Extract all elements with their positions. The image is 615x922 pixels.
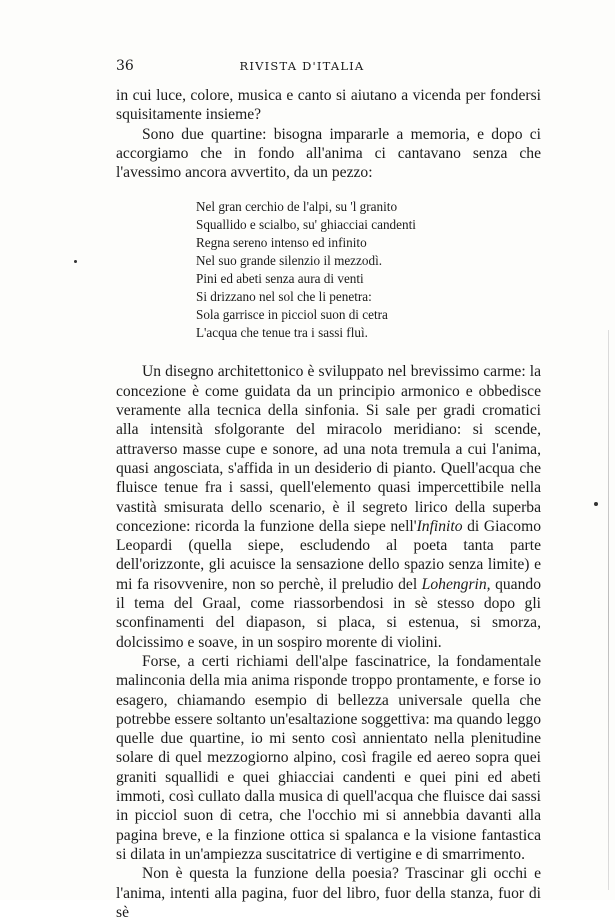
paragraph-4: Forse, a certi richiami dell'alpe fascinatrice, la fondamentale malinconia della mia anima risponde troppo prontamente, e forse io esagero, chiamando esempio di bellezza universale quella che potrebbe essere soltanto un'esaltazione soggettiva: ma quando leggo quelle due quartine, io mi sento così annientato nella plenitudine solare di quel mezzogiorno alpino, così fragile ed aereo sopra quei graniti squallidi e quei ghiacciai candenti e quei pini ed abeti immoti, così cullato dalla musica di quell'acqua che fluisce dai sassi in picciol suon di cetra, che l'occhio mi si annebbia davanti alla pagina breve, e la finzione ottica si spalanca e la visione fantastica si dilata in un'ampiezza suscitatrice di vertigine e di smarrimento. xyxy=(116,652,542,863)
paragraph-3-part-a: Un disegno architettonico è sviluppato nel brevissimo carme: la concezione è come guidata da un principio armonico e obbedisce veramente alla tecnica della sinfonia. Si sale per gradi cromatici alla intensità sfolgorante del miracolo meridiano: si scende, attraverso masse cupe e sonore, ad una nota tremula a cui l'anima, quasi angosciata, s'affida in un desiderio di pianto. Quell'acqua che fluisce tenue fra i sassi, quell'elemento quasi impercettibile nella vastità smisurata dello scenario, è il segreto lirico della superba concezione: ricorda la funzione della siepe nell' xyxy=(116,363,541,535)
verse-block xyxy=(196,198,541,342)
verse-line: Regna sereno intenso ed infinito xyxy=(196,235,367,251)
paragraph-5: Non è questa la funzione della poesia? Trascinar gli occhi e l'anima, intenti alla pagina, fuor del libro, fuor della stanza, fuor di sè xyxy=(116,865,541,921)
margin-speck xyxy=(74,260,77,263)
paragraph-3 xyxy=(116,362,541,651)
verse-line: Squallido e scialbo, su' ghiacciai candenti xyxy=(196,217,416,233)
verse-line: L'acqua che tenue tra i sassi fluì. xyxy=(196,325,368,341)
body-text xyxy=(116,86,541,922)
infinito-title: Infinito xyxy=(416,517,463,535)
page-header xyxy=(116,58,488,78)
paragraph-3-part-b: di Giacomo Leopardi (quella siepe, escludendo al poeta tanta parte dell'orizzonte, gli acuisce la sensazione dello spazio senza limite) e mi fa risovvenire, non so perchè, il preludio del xyxy=(116,517,541,593)
lohengrin-title: Lohengrin, xyxy=(421,575,491,593)
page-edge-shadow xyxy=(608,330,609,890)
page-number: 36 xyxy=(116,58,134,74)
verse-line: Nel suo grande silenzio il mezzodì. xyxy=(196,253,383,269)
verse-line: Sola garrisce in picciol suon di cetra xyxy=(196,307,388,323)
verse-line: Nel gran cerchio de l'alpi, su 'l granito xyxy=(196,199,398,215)
paragraph-2: Sono due quartine: bisogna impararle a memoria, e dopo ci accorgiamo che in fondo all'anima ci cantavano senza che l'avessimo ancora avvertito, da un pezzo: xyxy=(116,125,541,182)
running-title: RIVISTA D'ITALIA xyxy=(239,59,365,73)
margin-speck xyxy=(594,502,598,506)
paragraph-1: in cui luce, colore, musica e canto si aiutano a vicenda per fondersi squisitamente insieme? xyxy=(116,87,541,124)
verse-line: Pini ed abeti senza aura di venti xyxy=(196,271,364,287)
paragraph-3-part-c: quando il tema del Graal, come riassorbendosi in sè stesso dopo gli sconfinamenti del diapason, si placa, si estenua, si smorza, dolcissimo e soave, in un sospiro morente di violini. xyxy=(116,575,541,651)
verse-line: Si drizzano nel sol che li penetra: xyxy=(196,289,372,305)
